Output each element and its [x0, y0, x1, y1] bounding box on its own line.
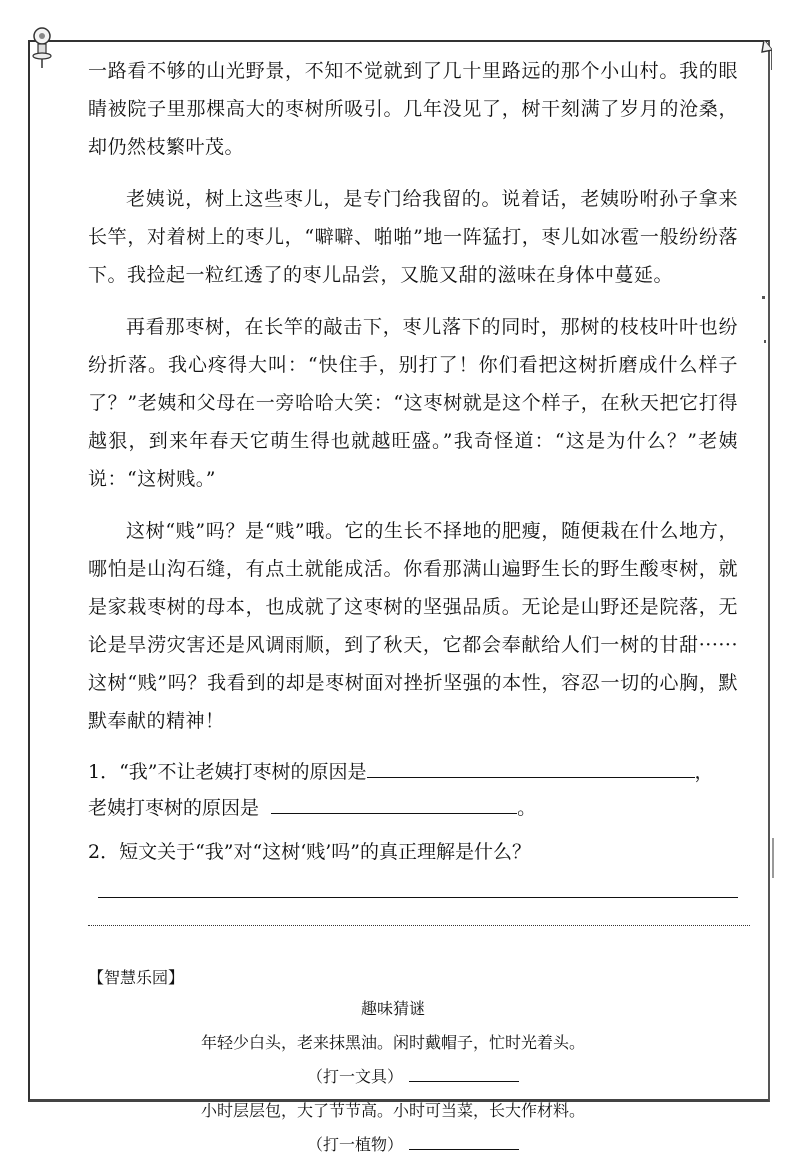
question-2-prompt: 2．短文关于“我”对“这树‘贱’吗”的真正理解是什么？ [88, 841, 532, 863]
scan-speck [772, 838, 774, 878]
answer-line-2b[interactable] [88, 924, 750, 926]
question-1 [88, 754, 738, 826]
question-1-comma: ， [694, 761, 714, 783]
riddle-1-answer-row [88, 1062, 698, 1092]
answer-blank-1a[interactable] [367, 755, 695, 778]
answer-line-2a[interactable] [98, 896, 738, 898]
riddle-2-hint: （打一植物） [306, 1135, 403, 1154]
riddle-title: 趣味猜谜 [360, 999, 425, 1018]
riddle-1-hint: （打一文具） [306, 1067, 403, 1086]
pushpin-icon [24, 26, 60, 70]
question-1-period: 。 [517, 797, 537, 819]
passage-paragraph-3: 再看那枣树，在长竿的敲击下，枣儿落下的同时，那树的枝枝叶叶也纷纷折落。我心疼得大叫：“快住手，别打了！你们看把这树折磨成什么样子了？”老姨和父母在一旁哈哈大笑：“这枣树就是这个样子，在秋天把它打得越狠，到来年春天它萌生得也就越旺盛。”我奇怪道：“这是为什么？”老姨说：“这树贱。” [88, 316, 738, 490]
question-1-prompt-b: 老姨打枣树的原因是 [88, 797, 260, 819]
page-fold-icon [738, 40, 772, 70]
scan-speck [764, 340, 766, 343]
passage-paragraph-4: 这树“贱”吗？是“贱”哦。它的生长不择地的肥瘦，随便栽在什么地方，哪怕是山沟石缝，有点土就能成活。你看那满山遍野生长的野生酸枣树，就是家栽枣树的母本，也成就了这枣树的坚强品质。无论是山野还是院落，无论是旱涝灾害还是风调雨顺，到了秋天，它都会奉献给人们一树的甘甜······这树“贱”吗？我看到的却是枣树面对挫折坚强的本性，容忍一切的心胸，默默奉献的精神！ [88, 520, 738, 732]
answer-blank-1b[interactable] [271, 791, 517, 814]
riddle-1-answer-blank[interactable] [409, 1063, 519, 1082]
question-1-prompt-a: 1．“我”不让老姨打枣树的原因是 [88, 761, 367, 783]
riddle-section [88, 994, 698, 1160]
passage-paragraph-2: 老姨说，树上这些枣儿，是专门给我留的。说着话，老姨吩咐孙子拿来长竿，对着树上的枣儿，“噼噼、啪啪”地一阵猛打，枣儿如冰雹一般纷纷落下。我捡起一粒红透了的枣儿品尝，又脆又甜的滋味在身体中蔓延。 [88, 188, 738, 286]
riddle-2-answer-blank[interactable] [409, 1131, 519, 1150]
passage-paragraph-1: 一路看不够的山光野景，不知不觉就到了几十里路远的那个小山村。我的眼睛被院子里那棵高大的枣树所吸引。几年没见了，树干刻满了岁月的沧桑，却仍然枝繁叶茂。 [88, 60, 738, 158]
riddle-2-text: 小时层层包，大了节节高。小时可当菜，长大作材料。 [200, 1101, 585, 1120]
scan-speck [762, 296, 765, 299]
riddle-2-answer-row [88, 1130, 698, 1160]
wisdom-section-title: 【智慧乐园】 [88, 968, 185, 987]
question-2 [88, 834, 738, 926]
riddle-1-text: 年轻少白头，老来抹黑油。闲时戴帽子，忙时光着头。 [200, 1033, 585, 1052]
worksheet-content [88, 52, 738, 1160]
